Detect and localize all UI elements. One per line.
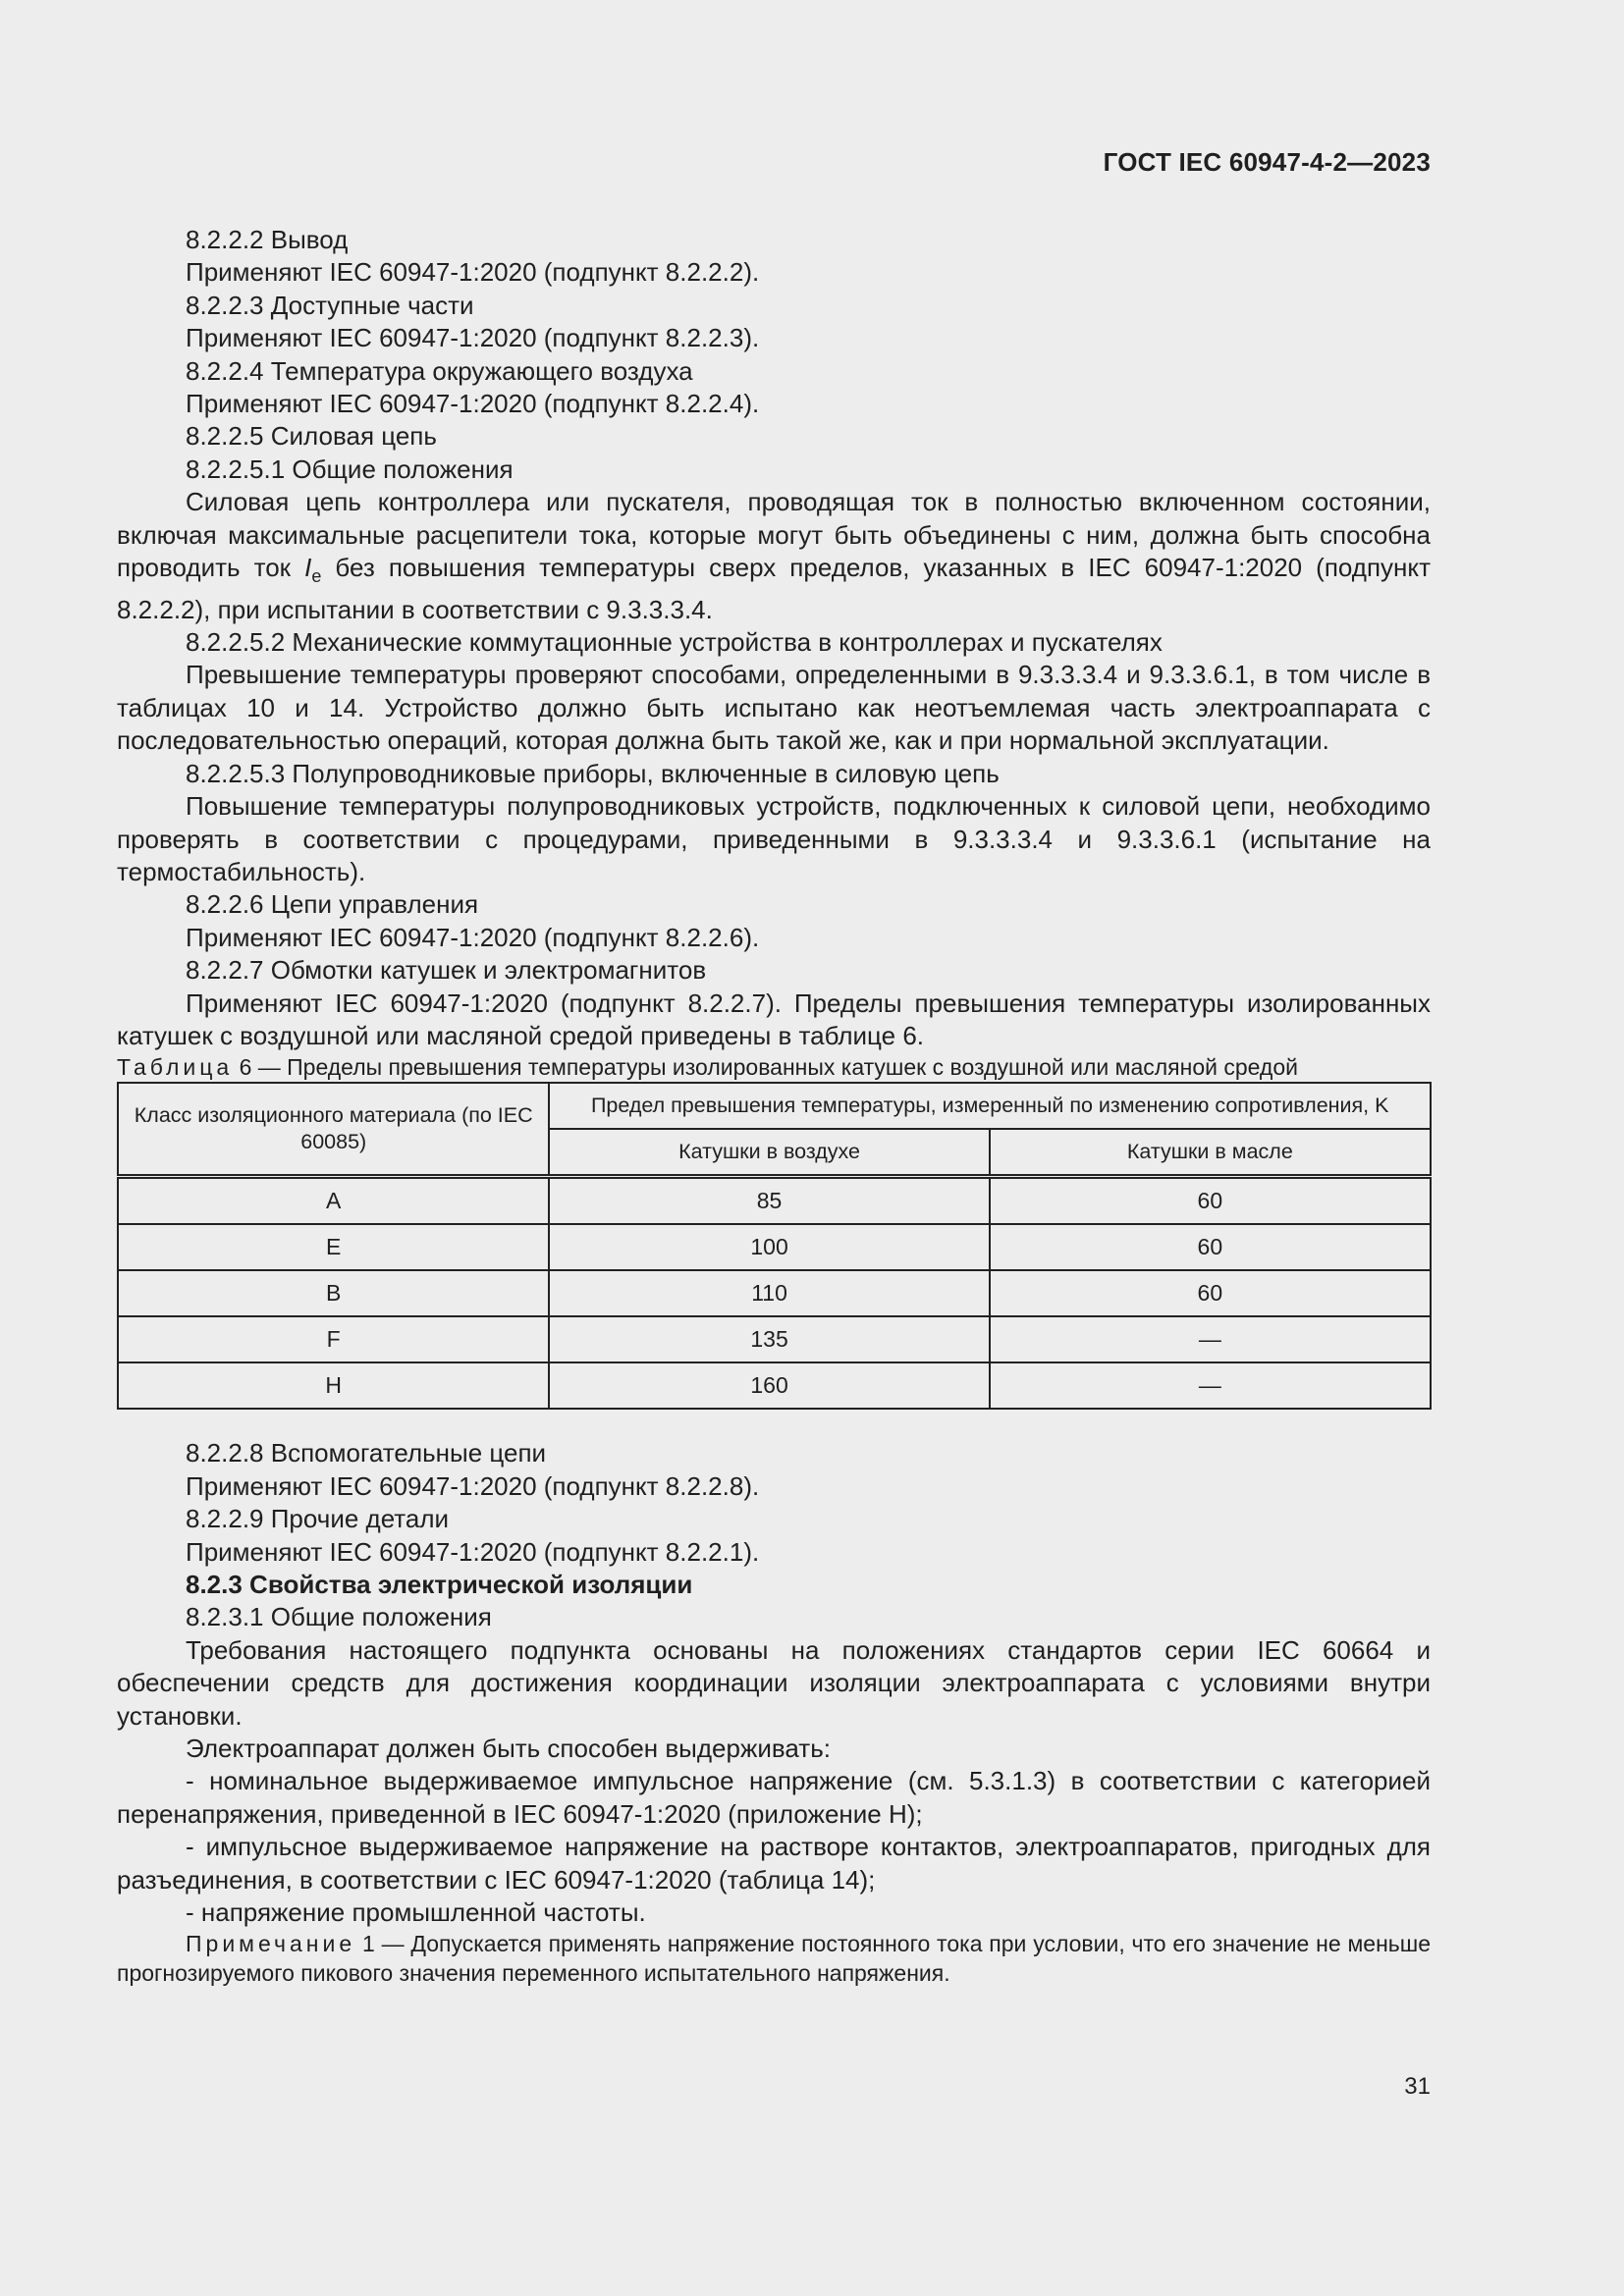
cell-oil: — [990,1316,1431,1362]
note [117,1929,1431,1988]
paragraph: Применяют IEC 60947-1:2020 (подпункт 8.2.2.2). [186,257,760,288]
heading-8-2-2-8: 8.2.2.8 Вспомогательные цепи [186,1438,547,1468]
paragraph: Применяют IEC 60947-1:2020 (подпункт 8.2.2.4). [186,389,760,419]
table-row [118,1316,1431,1362]
cell-oil: 60 [990,1224,1431,1270]
heading-8-2-3: 8.2.3 Свойства электрической изоляции [186,1569,693,1599]
heading-8-2-2-5: 8.2.2.5 Силовая цепь [186,421,437,452]
cell-class: E [118,1224,549,1270]
heading-8-2-2-3: 8.2.2.3 Доступные части [186,290,474,320]
cell-class: H [118,1362,549,1409]
table-caption-text: 6 — Пределы превышения температуры изолированных катушек с воздушной или масляной средой [239,1054,1298,1081]
document-header: ГОСТ IEC 60947-4-2—2023 [1103,147,1431,177]
cell-class: A [118,1177,549,1225]
cell-oil: 60 [990,1270,1431,1316]
paragraph: Превышение температуры проверяют способами, определенными в 9.3.3.3.4 и 9.3.3.6.1, в том числе в таблицах 10 и 14. Устройство должно быть испытано как неотъемлемая часть электроаппарата с последовательностью операций, которая должна быть такой же, как и при нормальной эксплуатации. [117,660,1431,756]
heading-8-2-3-1: 8.2.3.1 Общие положения [186,1602,492,1632]
heading-8-2-2-5-1: 8.2.2.5.1 Общие положения [186,454,514,484]
table-row [118,1177,1431,1225]
paragraph: Электроаппарат должен быть способен выдерживать: [186,1734,831,1763]
power-circuit-paragraph [117,486,1431,626]
heading-8-2-2-5-2: 8.2.2.5.2 Механические коммутационные устройства в контроллерах и пускателях [186,627,1163,658]
column-header-air: Катушки в воздухе [549,1129,989,1177]
current-subscript: e [311,566,322,587]
list-item: - импульсное выдерживаемое напряжение на растворе контактов, электроаппаратов, пригодных для разъединения, в соответствии с IEC 60947-1:2020 (таблица 14); [117,1832,1431,1895]
cell-air: 160 [549,1362,989,1409]
paragraph: Применяют IEC 60947-1:2020 (подпункт 8.2.2.3). [186,323,760,353]
table-6 [117,1082,1432,1410]
cell-class: F [118,1316,549,1362]
note-label: Примечание [186,1931,356,1957]
heading-8-2-2-5-3: 8.2.2.5.3 Полупроводниковые приборы, включенные в силовую цепь [186,758,1000,788]
table-row [118,1270,1431,1316]
table-caption [117,1052,1431,1082]
column-header-class: Класс изоляционного материала (по IEC 60085) [118,1083,549,1177]
cell-air: 85 [549,1177,989,1225]
page-number: 31 [1404,2073,1431,2100]
heading-8-2-2-4: 8.2.2.4 Температура окружающего воздуха [186,355,693,386]
current-symbol: I [304,553,312,583]
heading-8-2-2-9: 8.2.2.9 Прочие детали [186,1504,450,1534]
paragraph: Применяют IEC 60947-1:2020 (подпункт 8.2.2.6). [186,922,760,952]
paragraph: Требования настоящего подпункта основаны на положениях стандартов серии IEC 60664 и обеспечении средств для достижения координации изоляции электроаппарата с условиями внутри установки. [117,1634,1431,1731]
cell-oil: — [990,1362,1431,1409]
document-body [117,224,1431,1988]
cell-oil: 60 [990,1177,1431,1225]
list-item: - номинальное выдерживаемое импульсное напряжение (см. 5.3.1.3) в соответствии с категорией перенапряжения, приведенной в IEC 60947-1:2020 (приложение H); [117,1766,1431,1829]
cell-air: 110 [549,1270,989,1316]
cell-class: B [118,1270,549,1316]
paragraph: Повышение температуры полупроводниковых устройств, подключенных к силовой цепи, необходимо проверять в соответствии с процедурами, приведенными в 9.3.3.3.4 и 9.3.3.6.1 (испытание на термостабильность). [117,791,1431,886]
heading-8-2-2-6: 8.2.2.6 Цепи управления [186,889,479,920]
list-item: - напряжение промышленной частоты. [186,1897,646,1928]
column-header-group: Предел превышения температуры, измеренный по изменению сопротивления, K [549,1083,1431,1129]
paragraph: Применяют IEC 60947-1:2020 (подпункт 8.2.2.8). [186,1470,760,1501]
power-circuit-text-1: Силовая цепь контроллера или пускателя, проводящая ток в полностью включенном состоянии, включая максимальные расцепители тока, которые могут быть объединены с ним, должна быть способна проводить ток [117,487,1431,583]
table-row [118,1224,1431,1270]
heading-8-2-2-7: 8.2.2.7 Обмотки катушек и электромагнитов [186,955,707,986]
table-caption-label: Таблица [117,1054,234,1081]
cell-air: 135 [549,1316,989,1362]
power-circuit-text-2: без повышения температуры сверх пределов, указанных в IEC 60947-1:2020 (подпункт 8.2.2.2), при испытании в соответствии с 9.3.3.3.4. [117,553,1431,624]
column-header-oil: Катушки в масле [990,1129,1431,1177]
note-text: 1 — Допускается применять напряжение постоянного тока при условии, что его значение не меньше прогнозируемого пикового значения переменного испытательного напряжения. [117,1931,1432,1987]
cell-air: 100 [549,1224,989,1270]
table-row [118,1362,1431,1409]
paragraph: Применяют IEC 60947-1:2020 (подпункт 8.2.2.1). [186,1536,760,1567]
paragraph: Применяют IEC 60947-1:2020 (подпункт 8.2.2.7). Пределы превышения температуры изолированных катушек с воздушной или масляной средой приведены в таблице 6. [117,988,1431,1050]
heading-8-2-2-2: 8.2.2.2 Вывод [186,225,349,254]
